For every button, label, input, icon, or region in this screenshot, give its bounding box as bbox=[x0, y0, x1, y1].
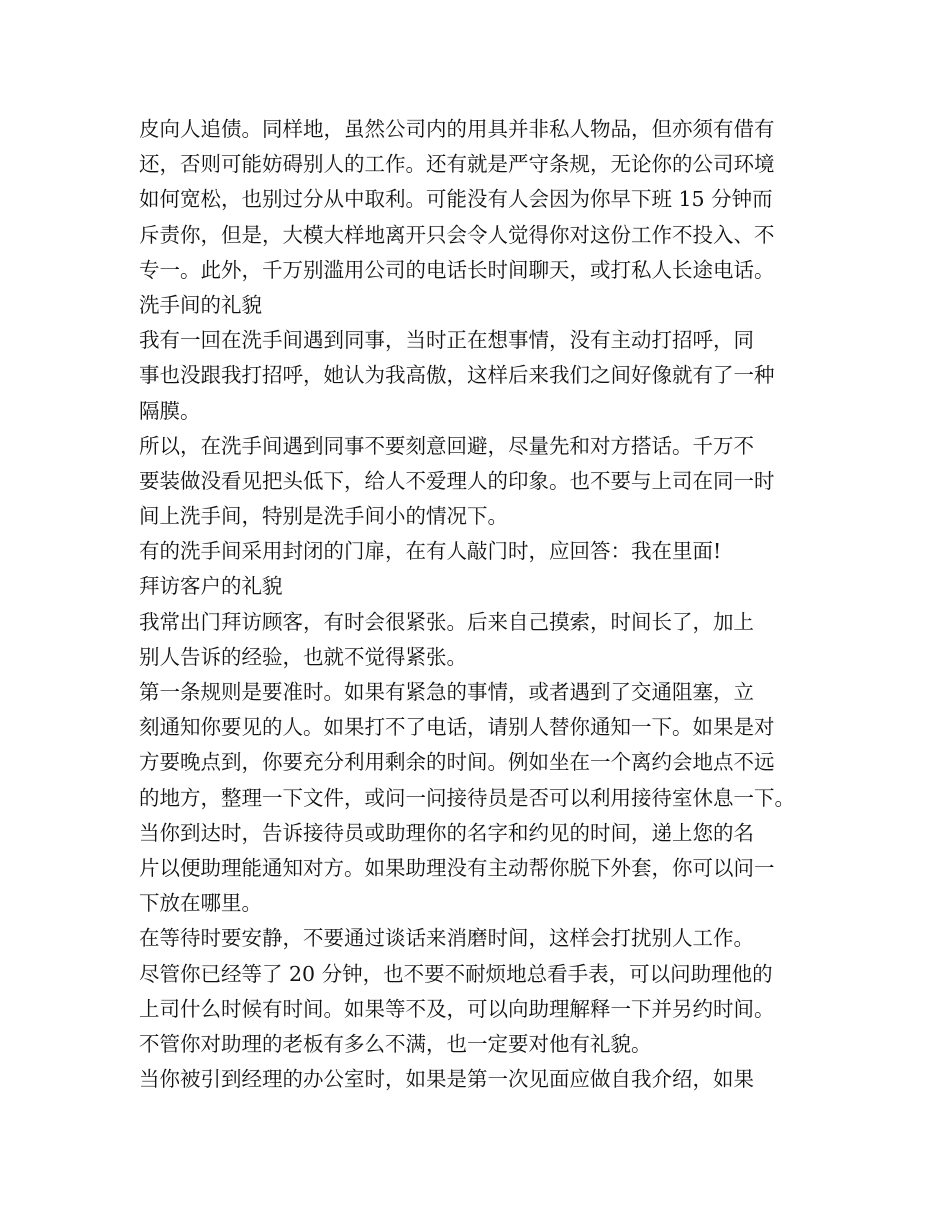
body-line: 刻通知你要见的人。如果打不了电话，请别人替你通知一下。如果是对 bbox=[139, 715, 775, 740]
body-line: 所以，在洗手间遇到同事不要刻意回避，尽量先和对方搭话。千万不 bbox=[139, 433, 754, 458]
body-line: 还，否则可能妨碍别人的工作。还有就是严守条规，无论你的公司环境 bbox=[139, 152, 775, 177]
body-line: 上司什么时候有时间。如果等不及，可以向助理解释一下并另约时间。 bbox=[139, 996, 775, 1021]
body-line: 下放在哪里。 bbox=[139, 891, 262, 916]
body-line: 当你被引到经理的办公室时，如果是第一次见面应做自我介绍，如果 bbox=[139, 1067, 754, 1092]
body-line: 不管你对助理的老板有多么不满，也一定要对他有礼貌。 bbox=[139, 1031, 652, 1056]
section-heading: 洗手间的礼貌 bbox=[139, 292, 262, 317]
body-line: 当你到达时，告诉接待员或助理你的名字和约见的时间，递上您的名 bbox=[139, 820, 754, 845]
body-line: 如何宽松，也别过分从中取利。可能没有人会因为你早下班 15 分钟而 bbox=[139, 187, 773, 212]
body-line: 方要晚点到，你要充分利用剩余的时间。例如坐在一个离约会地点不远 bbox=[139, 750, 775, 775]
body-line: 专一。此外，千万别滥用公司的电话长时间聊天，或打私人长途电话。 bbox=[139, 257, 775, 282]
body-line: 尽管你已经等了 20 分钟，也不要不耐烦地总看手表，可以问助理他的 bbox=[139, 961, 773, 986]
body-line: 片以便助理能通知对方。如果助理没有主动帮你脱下外套，你可以问一 bbox=[139, 855, 775, 880]
document-page bbox=[139, 112, 829, 1097]
body-line: 隔膜。 bbox=[139, 398, 201, 423]
body-line: 我常出门拜访顾客，有时会很紧张。后来自己摸索，时间长了，加上 bbox=[139, 609, 754, 634]
body-line: 有的洗手间采用封闭的门扉，在有人敲门时，应回答：我在里面! bbox=[139, 539, 722, 564]
body-line: 的地方，整理一下文件，或问一问接待员是否可以利用接待室休息一下。 bbox=[139, 785, 795, 810]
body-line: 皮向人追债。同样地，虽然公司内的用具并非私人物品，但亦须有借有 bbox=[139, 117, 775, 141]
body-line: 间上洗手间，特别是洗手间小的情况下。 bbox=[139, 504, 508, 529]
body-line: 别人告诉的经验，也就不觉得紧张。 bbox=[139, 644, 467, 669]
body-line: 斥责你，但是，大模大样地离开只会令人觉得你对这份工作不投入、不 bbox=[139, 222, 775, 247]
body-line: 我有一回在洗手间遇到同事，当时正在想事情，没有主动打招呼，同 bbox=[139, 328, 754, 353]
body-line: 要装做没看见把头低下，给人不爱理人的印象。也不要与上司在同一时 bbox=[139, 468, 775, 493]
body-line: 在等待时要安静，不要通过谈话来消磨时间，这样会打扰别人工作。 bbox=[139, 926, 754, 951]
section-heading: 拜访客户的礼貌 bbox=[139, 574, 283, 599]
body-line: 事也没跟我打招呼，她认为我高傲，这样后来我们之间好像就有了一种 bbox=[139, 363, 775, 388]
body-line: 第一条规则是要准时。如果有紧急的事情，或者遇到了交通阻塞，立 bbox=[139, 680, 754, 704]
